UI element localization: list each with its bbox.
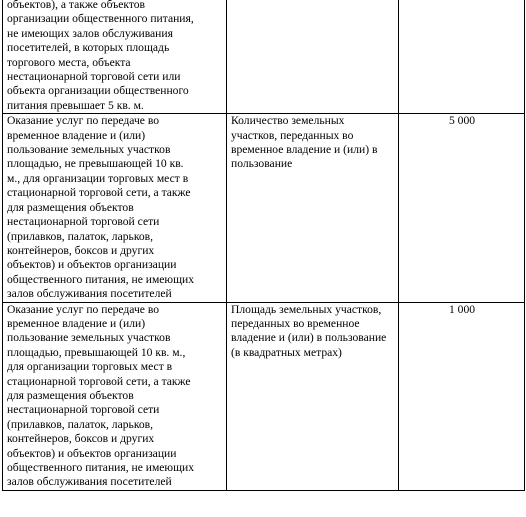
table-row	[3, 114, 525, 302]
base-yield-cell	[399, 0, 525, 114]
physical-indicator-cell	[227, 0, 399, 114]
physical-indicator-cell	[227, 302, 399, 490]
service-description: объектов), а также объектов организации общественного питания, не имеющих залов обслуживания посетителей, в которых площадь торгового места, объекта нестационарной торговой сети или объекта организации общественного питания превышает 5 кв. м.	[7, 0, 194, 112]
service-description-cell	[3, 114, 227, 302]
base-yield-cell	[399, 114, 525, 302]
base-yield-value: 5 000	[448, 114, 476, 128]
physical-indicator: Количество земельных участков, переданных во временное владение и (или) в пользование	[231, 114, 378, 171]
physical-indicator: Площадь земельных участков, переданных во временное владение и (или) в пользование (в квадратных метрах)	[231, 302, 387, 359]
table-row	[3, 302, 525, 490]
service-description-cell	[3, 0, 227, 114]
service-description: Оказание услуг по передаче во временное владение и (или) пользование земельных участков площадью, не превышающей 10 кв. м., для организации торговых мест в стационарной торговой сети, а также для размещения объектов нестационарной торговой сети (прилавков, палаток, ларьков, контейнеров, боксов и других объектов) и объектов организации общественного питания, не имеющих залов обслуживания посетителей	[7, 114, 195, 301]
service-description-cell	[3, 302, 227, 490]
tax-rates-table	[2, 0, 525, 491]
physical-indicator-cell	[227, 114, 399, 302]
service-description: Оказание услуг по передаче во временное владение и (или) пользование земельных участков площадью, превышающей 10 кв. м., для организации торговых мест в стационарной торговой сети, а также для размещения объектов нестационарной торговой сети (прилавков, палаток, ларьков, контейнеров, боксов и других объектов) и объектов организации общественного питания, не имеющих залов обслуживания посетителей	[7, 302, 195, 489]
base-yield-cell	[399, 302, 525, 490]
base-yield-value: 1 000	[448, 302, 476, 316]
table-row	[3, 0, 525, 114]
